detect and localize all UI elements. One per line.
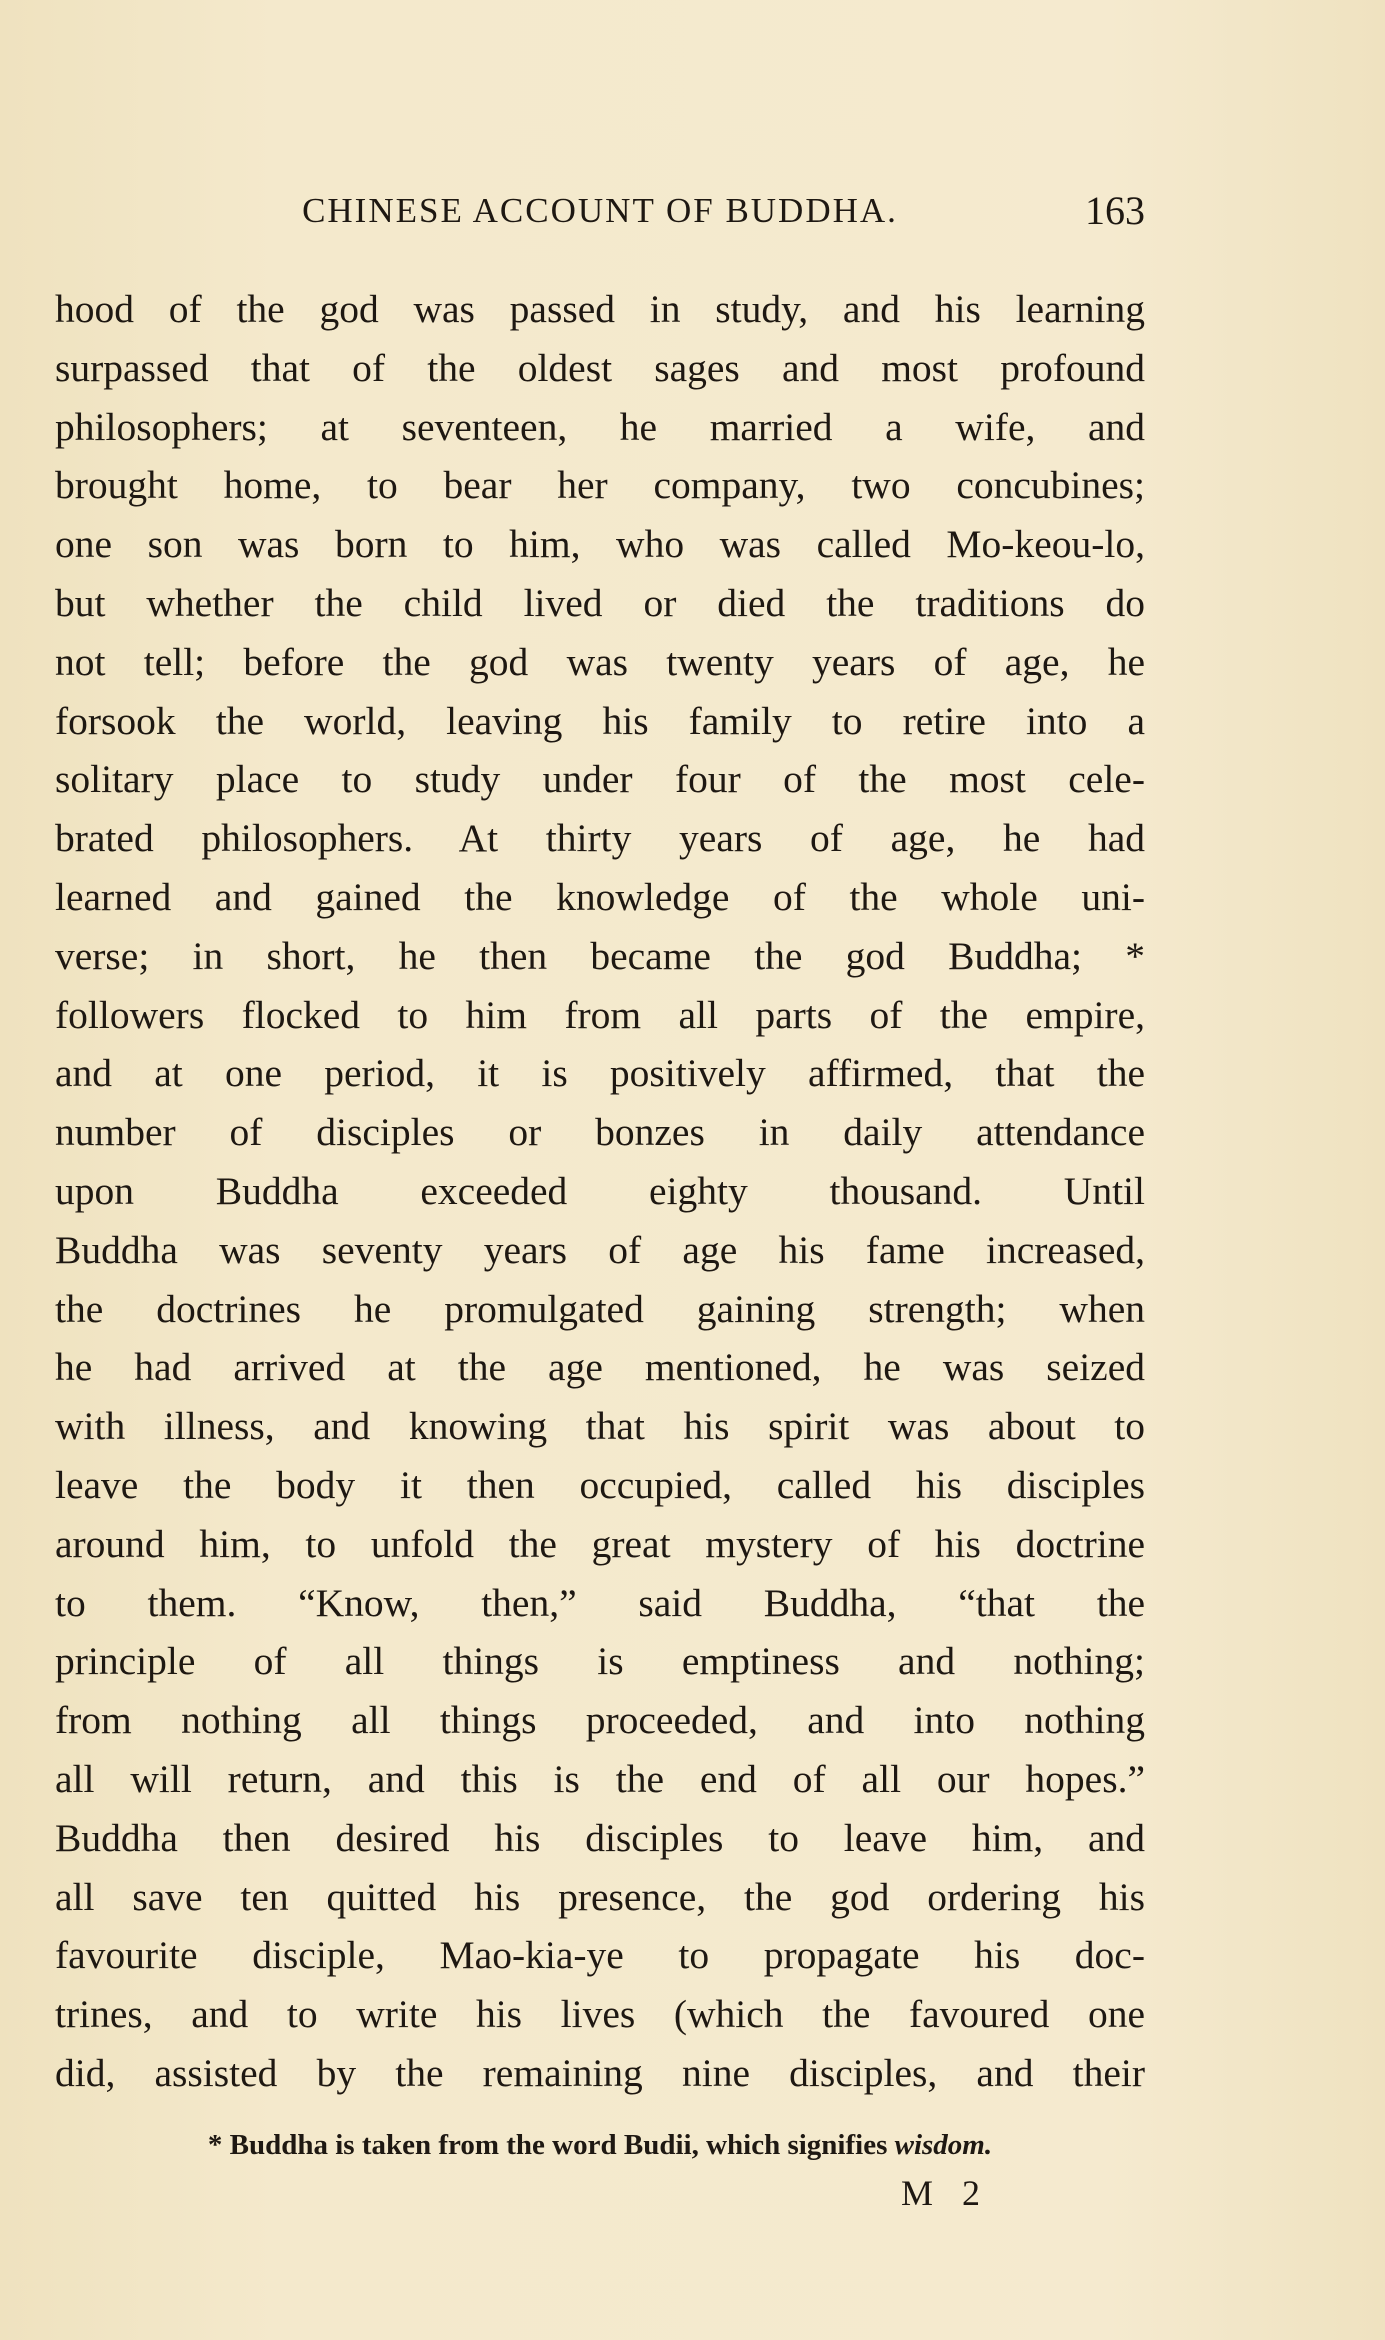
text-line: philosophers; at seventeen, he married a wife, and [55, 404, 1145, 449]
text-line: he had arrived at the age mentioned, he was seized [55, 1345, 1145, 1390]
text-line: Buddha was seventy years of age his fame increased, [55, 1227, 1145, 1272]
running-header [55, 186, 1145, 236]
text-line: Buddha then desired his disciples to leave him, and [55, 1815, 1145, 1860]
text-line: and at one period, it is positively affirmed, that the [55, 1051, 1145, 1096]
text-line: solitary place to study under four of the most cele- [55, 757, 1145, 802]
text-line: but whether the child lived or died the traditions do [55, 580, 1145, 625]
text-line: leave the body it then occupied, called his disciples [55, 1462, 1145, 1507]
text-line: from nothing all things proceeded, and into nothing [55, 1698, 1145, 1743]
text-line: upon Buddha exceeded eighty thousand. Until [55, 1168, 1145, 1213]
text-line: principle of all things is emptiness and nothing; [55, 1639, 1145, 1684]
text-line: brought home, to bear her company, two concubines; [55, 463, 1145, 508]
footnote-marker: * [207, 2129, 223, 2161]
text-line: brated philosophers. At thirty years of age, he had [55, 816, 1145, 861]
text-line: surpassed that of the oldest sages and most profound [55, 345, 1145, 390]
footnote [55, 2120, 1145, 2170]
text-line: verse; in short, he then became the god Buddha; * [55, 933, 1145, 978]
text-line: hood of the god was passed in study, and his learning [55, 287, 1145, 331]
text-line: all will return, and this is the end of all our hopes.” [55, 1756, 1145, 1801]
running-title: CHINESE ACCOUNT OF BUDDHA. [302, 191, 898, 230]
footnote-emphasis: wisdom. [894, 2129, 993, 2161]
text-line: the doctrines he promulgated gaining strength; when [55, 1286, 1145, 1331]
text-line: did, assisted by the remaining nine disciples, and their [55, 2050, 1145, 2095]
footnote-text: Buddha is taken from the word Budii, which signifies [229, 2129, 888, 2161]
text-line: with illness, and knowing that his spirit was about to [55, 1404, 1145, 1449]
text-line: one son was born to him, who was called Mo-keou-lo, [55, 522, 1145, 567]
text-line: followers flocked to him from all parts of the empire, [55, 992, 1145, 1037]
page-number: 163 [1085, 188, 1145, 233]
text-line: not tell; before the god was twenty years of age, he [55, 639, 1145, 684]
body-text [55, 280, 1145, 2103]
text-line: learned and gained the knowledge of the whole uni- [55, 874, 1145, 919]
text-line: all save ten quitted his presence, the god ordering his [55, 1874, 1145, 1919]
signature-mark: M 2 [900, 2173, 990, 2213]
text-line: around him, to unfold the great mystery of his doctrine [55, 1521, 1145, 1566]
text-line: trines, and to write his lives (which the favoured one [55, 1992, 1145, 2037]
text-line: forsook the world, leaving his family to retire into a [55, 698, 1145, 743]
text-line: favourite disciple, Mao-kia-ye to propagate his doc- [55, 1933, 1145, 1978]
text-line: number of disciples or bonzes in daily attendance [55, 1110, 1145, 1155]
text-line: to them. “Know, then,” said Buddha, “that the [55, 1580, 1145, 1625]
